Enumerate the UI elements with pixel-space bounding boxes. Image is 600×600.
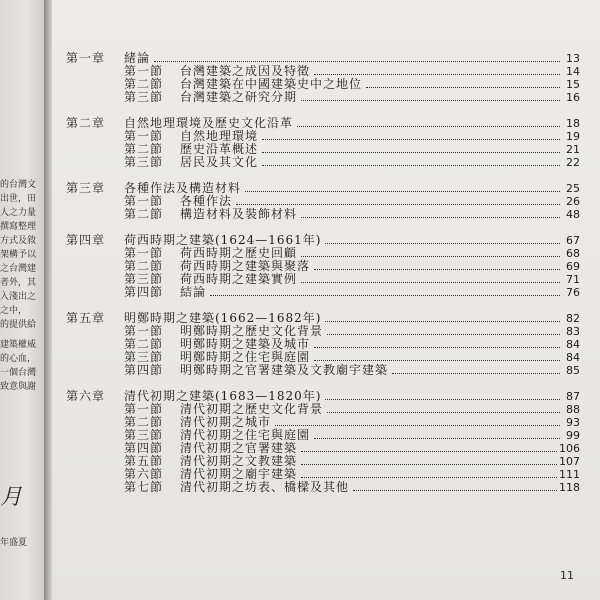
- section-label: 第一節: [124, 129, 164, 143]
- dot-leader: [275, 425, 560, 426]
- section-page-number: 84: [566, 338, 580, 351]
- section-title: 清代初期之住宅與庭園: [180, 428, 311, 442]
- dot-leader: [262, 152, 560, 153]
- section-page-number: 88: [566, 403, 580, 416]
- left-page-fragment: 年盛夏: [0, 538, 28, 548]
- dot-leader: [325, 243, 560, 244]
- left-page-fragment: 建築權威: [0, 340, 37, 350]
- left-page-fragment: 一個台灣: [0, 368, 37, 378]
- dot-leader: [314, 269, 560, 270]
- dot-leader: [236, 204, 560, 205]
- section-title: 清代初期之廟宇建築: [180, 467, 298, 481]
- section-label: 第一節: [124, 402, 164, 416]
- section-title: 各種作法: [180, 194, 233, 208]
- dot-leader: [301, 451, 557, 452]
- section-title: 台灣建築在中國建築史中之地位: [180, 77, 363, 91]
- section-label: 第一節: [124, 64, 164, 78]
- toc-section-row: [66, 364, 580, 377]
- chapter-label: 第四章: [66, 233, 106, 247]
- left-page-fragment: 的提供給: [0, 320, 37, 330]
- chapter-label: 第六章: [66, 389, 106, 403]
- dot-leader: [392, 373, 560, 374]
- section-label: 第五節: [124, 454, 164, 468]
- chapter-page-number: 87: [566, 390, 580, 403]
- dot-leader: [314, 74, 560, 75]
- chapter-title: 緒論: [124, 51, 151, 65]
- toc-page: [52, 0, 600, 600]
- left-facing-page: [0, 0, 44, 600]
- dot-leader: [353, 490, 557, 491]
- section-label: 第四節: [124, 441, 164, 455]
- chapter-page-number: 25: [566, 182, 580, 195]
- dot-leader: [301, 282, 560, 283]
- section-page-number: 16: [566, 91, 580, 104]
- section-title: 荷西時期之歷史回顧: [180, 246, 298, 260]
- section-label: 第七節: [124, 480, 164, 494]
- dot-leader: [366, 87, 560, 88]
- section-label: 第六節: [124, 467, 164, 481]
- section-page-number: 99: [566, 429, 580, 442]
- dot-leader: [301, 100, 560, 101]
- section-title: 結論: [180, 285, 207, 299]
- dot-leader: [262, 139, 560, 140]
- section-label: 第四節: [124, 363, 164, 377]
- chapter-page-number: 13: [566, 52, 580, 65]
- section-label: 第二節: [124, 337, 164, 351]
- section-label: 第二節: [124, 415, 164, 429]
- section-title: 自然地理環境: [180, 129, 259, 143]
- left-page-fragment: 之中，: [0, 306, 28, 316]
- section-label: 第三節: [124, 90, 164, 104]
- chapter-page-number: 82: [566, 312, 580, 325]
- section-title: 構造材料及裝飾材料: [180, 207, 298, 221]
- toc-section-row: [66, 286, 580, 299]
- section-label: 第四節: [124, 285, 164, 299]
- left-page-fragment: 的台灣文: [0, 180, 37, 190]
- section-page-number: 48: [566, 208, 580, 221]
- dot-leader: [301, 464, 557, 465]
- section-page-number: 83: [566, 325, 580, 338]
- dot-leader: [325, 321, 560, 322]
- page-number: 11: [560, 569, 574, 582]
- left-page-fragment: 月: [0, 485, 23, 510]
- section-page-number: 106: [559, 442, 580, 455]
- section-page-number: 19: [566, 130, 580, 143]
- dot-leader: [314, 360, 560, 361]
- book-gutter: [44, 0, 52, 600]
- section-title: 荷西時期之建築與聚落: [180, 259, 311, 273]
- section-title: 清代初期之文教建築: [180, 454, 298, 468]
- toc-section-row: [66, 481, 580, 494]
- left-page-fragment: 入淺出之: [0, 292, 37, 302]
- chapter-label: 第五章: [66, 311, 106, 325]
- left-page-fragment: 出世，田: [0, 194, 37, 204]
- section-page-number: 69: [566, 260, 580, 273]
- section-page-number: 14: [566, 65, 580, 78]
- chapter-label: 第一章: [66, 51, 106, 65]
- section-title: 台灣建築之研究分期: [180, 90, 298, 104]
- toc-section-row: [66, 91, 580, 104]
- section-title: 清代初期之官署建築: [180, 441, 298, 455]
- dot-leader: [262, 165, 560, 166]
- chapter-title: 自然地理環境及歷史文化沿革: [124, 116, 294, 130]
- section-page-number: 21: [566, 143, 580, 156]
- section-label: 第三節: [124, 272, 164, 286]
- section-page-number: 76: [566, 286, 580, 299]
- table-of-contents: [66, 52, 580, 494]
- dot-leader: [301, 477, 557, 478]
- chapter-page-number: 18: [566, 117, 580, 130]
- dot-leader: [327, 334, 560, 335]
- section-page-number: 111: [559, 468, 580, 481]
- chapter-title: 荷西時期之建築(1624—1661年): [124, 233, 322, 247]
- section-label: 第三節: [124, 350, 164, 364]
- section-page-number: 68: [566, 247, 580, 260]
- section-label: 第一節: [124, 324, 164, 338]
- chapter-label: 第二章: [66, 116, 106, 130]
- section-title: 明鄭時期之住宅與庭園: [180, 350, 311, 364]
- section-label: 第一節: [124, 194, 164, 208]
- section-page-number: 107: [559, 455, 580, 468]
- dot-leader: [154, 61, 560, 62]
- left-page-fragment: 人之力量: [0, 208, 37, 218]
- section-label: 第一節: [124, 246, 164, 260]
- section-label: 第二節: [124, 259, 164, 273]
- dot-leader: [325, 399, 560, 400]
- toc-section-row: [66, 156, 580, 169]
- section-label: 第二節: [124, 77, 164, 91]
- left-page-fragment: 撰寫整理: [0, 222, 37, 232]
- dot-leader: [314, 347, 560, 348]
- section-label: 第二節: [124, 207, 164, 221]
- section-title: 明鄭時期之歷史文化背景: [180, 324, 324, 338]
- left-page-fragment: 方式及敘: [0, 236, 37, 246]
- section-label: 第三節: [124, 155, 164, 169]
- section-label: 第三節: [124, 428, 164, 442]
- chapter-title: 各種作法及構造材料: [124, 181, 242, 195]
- section-title: 清代初期之城市: [180, 415, 272, 429]
- section-title: 荷西時期之建築實例: [180, 272, 298, 286]
- left-page-fragment: 致意與謝: [0, 382, 37, 392]
- section-page-number: 71: [566, 273, 580, 286]
- dot-leader: [245, 191, 560, 192]
- section-page-number: 15: [566, 78, 580, 91]
- section-label: 第二節: [124, 142, 164, 156]
- section-title: 明鄭時期之建築及城市: [180, 337, 311, 351]
- left-page-fragment: 架構予以: [0, 250, 37, 260]
- left-page-fragment: 之台灣建: [0, 264, 37, 274]
- dot-leader: [301, 256, 560, 257]
- dot-leader: [314, 438, 560, 439]
- dot-leader: [210, 295, 560, 296]
- section-page-number: 22: [566, 156, 580, 169]
- section-page-number: 84: [566, 351, 580, 364]
- section-title: 明鄭時期之官署建築及文教廟宇建築: [180, 363, 389, 377]
- chapter-label: 第三章: [66, 181, 106, 195]
- left-page-fragment: 者外，其: [0, 278, 37, 288]
- section-page-number: 93: [566, 416, 580, 429]
- chapter-page-number: 67: [566, 234, 580, 247]
- section-page-number: 85: [566, 364, 580, 377]
- section-page-number: 26: [566, 195, 580, 208]
- section-title: 清代初期之歷史文化背景: [180, 402, 324, 416]
- dot-leader: [301, 217, 560, 218]
- dot-leader: [297, 126, 560, 127]
- toc-section-row: [66, 208, 580, 221]
- section-title: 歷史沿革概述: [180, 142, 259, 156]
- dot-leader: [327, 412, 560, 413]
- chapter-title: 明鄭時期之建築(1662—1682年): [124, 311, 322, 325]
- section-title: 台灣建築之成因及特徵: [180, 64, 311, 78]
- left-page-fragment: 的心血，: [0, 354, 37, 364]
- chapter-title: 清代初期之建築(1683—1820年): [124, 389, 322, 403]
- section-page-number: 118: [559, 481, 580, 494]
- section-title: 居民及其文化: [180, 155, 259, 169]
- section-title: 清代初期之坊表、橋樑及其他: [180, 480, 350, 494]
